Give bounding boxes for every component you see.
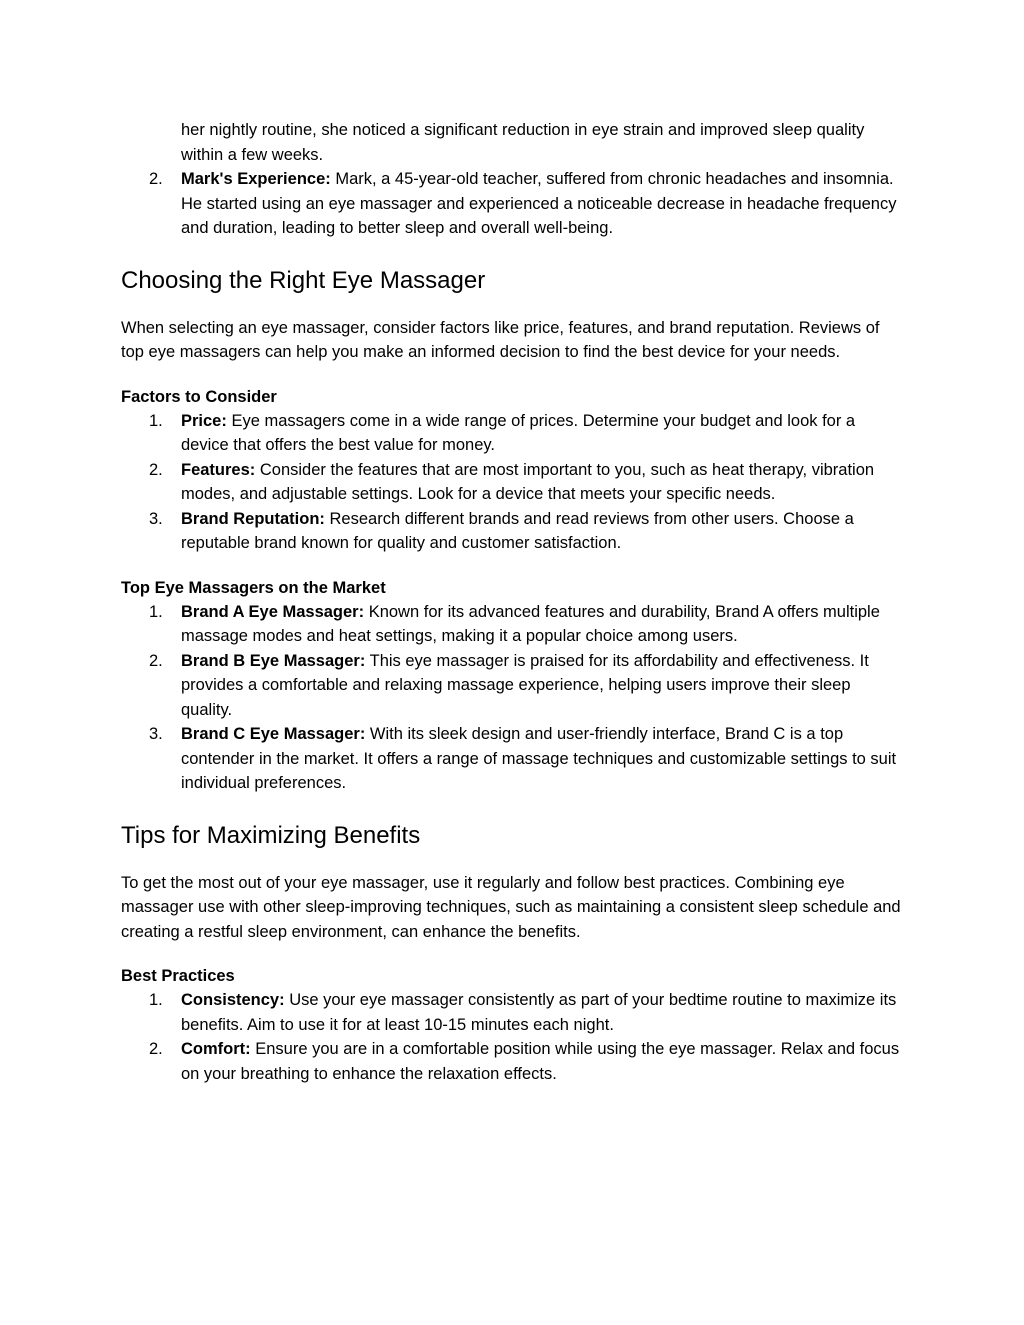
list-item bbox=[121, 600, 906, 649]
list-item bbox=[121, 988, 906, 1037]
list-item-bold: Brand B Eye Massager: bbox=[181, 651, 366, 670]
list-item-text: Known for its advanced features and durability, Brand A offers multiple massage modes and heat settings, making it a popular choice among users. bbox=[181, 602, 880, 645]
subheading-factors: Factors to Consider bbox=[121, 387, 277, 406]
list-item bbox=[121, 167, 906, 241]
list-item-text: her nightly routine, she noticed a significant reduction in eye strain and improved sleep quality within a few weeks. bbox=[181, 121, 865, 164]
list-item-bold: Mark's Experience: bbox=[181, 170, 331, 188]
subheading-best-practices: Best Practices bbox=[121, 967, 235, 985]
section-heading-choosing: Choosing the Right Eye Massager bbox=[121, 266, 486, 294]
section-intro: To get the most out of your eye massager, use it regularly and follow best practices. Combining eye massager use with other sleep-improving techniques, such as maintaining a consistent sleep schedule and creating a restful sleep environment, can enhance the benefits. bbox=[121, 873, 901, 941]
list-item-number: 2. bbox=[149, 170, 163, 188]
list-item bbox=[121, 118, 906, 167]
list-item bbox=[121, 458, 906, 507]
list-item-text: Use your eye massager consistently as part of your bedtime routine to maximize its benefits. Aim to use it for at least 10-15 minutes each night. bbox=[181, 991, 897, 1034]
section-heading-tips: Tips for Maximizing Benefits bbox=[121, 821, 421, 849]
list-item-text: Eye massagers come in a wide range of prices. Determine your budget and look for a device that offers the best value for money. bbox=[181, 411, 856, 454]
factors-list bbox=[121, 409, 906, 556]
subheading-top-massagers: Top Eye Massagers on the Market bbox=[121, 578, 386, 597]
list-item-number: 2. bbox=[149, 1040, 163, 1058]
list-item-text: Mark, a 45-year-old teacher, suffered from chronic headaches and insomnia. He started using an eye massager and experienced a noticeable decrease in headache frequency and duration, leading to better sleep and overall well-being. bbox=[181, 170, 897, 237]
list-item bbox=[121, 409, 906, 458]
list-item-number: 1. bbox=[149, 411, 163, 430]
list-item bbox=[121, 507, 906, 556]
list-item-bold: Price: bbox=[181, 411, 227, 430]
list-item-bold: Features: bbox=[181, 460, 256, 479]
list-item-number: 3. bbox=[149, 509, 163, 528]
continued-list bbox=[121, 118, 906, 241]
list-item-text: With its sleek design and user-friendly interface, Brand C is a top contender in the market. It offers a range of massage techniques and customizable settings to suit individual preferences. bbox=[181, 725, 897, 792]
document-page bbox=[121, 118, 906, 1086]
list-item-bold: Comfort: bbox=[181, 1040, 251, 1058]
list-item-text: Research different brands and read reviews from other users. Choose a reputable brand known for quality and customer satisfaction. bbox=[181, 509, 854, 552]
list-item-bold: Consistency: bbox=[181, 991, 285, 1009]
list-item bbox=[121, 649, 906, 723]
list-item bbox=[121, 1037, 906, 1086]
list-item-number: 2. bbox=[149, 651, 163, 670]
list-item-bold: Brand C Eye Massager: bbox=[181, 725, 366, 743]
list-item-text: Consider the features that are most important to you, such as heat therapy, vibration modes, and adjustable settings. Look for a device that meets your specific needs. bbox=[181, 460, 875, 503]
top-massagers-list bbox=[121, 600, 906, 796]
list-item-number: 1. bbox=[149, 602, 163, 621]
list-item-bold: Brand A Eye Massager: bbox=[181, 602, 365, 621]
list-item-text: This eye massager is praised for its affordability and effectiveness. It provides a comfortable and relaxing massage experience, helping users improve their sleep quality. bbox=[181, 651, 869, 719]
list-item-number: 3. bbox=[149, 725, 163, 743]
list-item-number: 1. bbox=[149, 991, 163, 1009]
list-item-bold: Brand Reputation: bbox=[181, 509, 325, 528]
section-intro: When selecting an eye massager, consider factors like price, features, and brand reputation. Reviews of top eye massagers can help you make an informed decision to find the best device for your needs. bbox=[121, 318, 880, 361]
list-item bbox=[121, 722, 906, 796]
list-item-text: Ensure you are in a comfortable position while using the eye massager. Relax and focus on your breathing to enhance the relaxation effects. bbox=[181, 1040, 900, 1083]
list-item-number: 2. bbox=[149, 460, 163, 479]
best-practices-list bbox=[121, 988, 906, 1086]
